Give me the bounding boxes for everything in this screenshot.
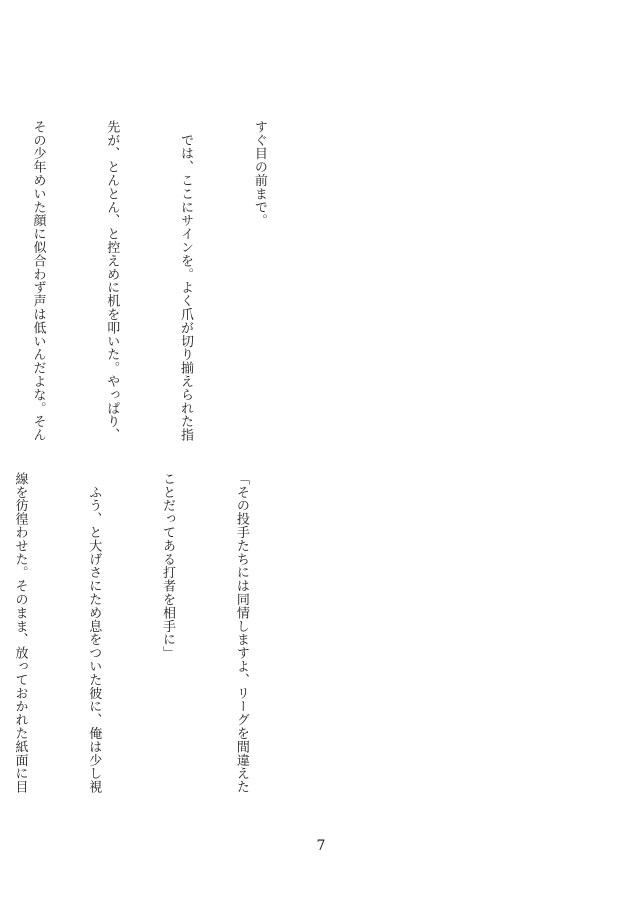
text-line: では、ここにサインを。よく爪が切り揃えられた指 (178, 120, 194, 442)
text-line: 「その投手たちには同情しますよ、リーグを間違えた (233, 472, 249, 794)
text-line: 先が、とんとん、と控えめに机を叩いた。やっぱり、 (104, 120, 120, 442)
text-line: すぐ目の前まで。 (251, 120, 267, 228)
text-line: ふう、と大げさにため息をついた彼に、俺は少し視 (86, 472, 102, 794)
text-block-upper (30, 120, 320, 460)
text-block-lower (12, 472, 302, 812)
text-line: ことだってある打者を相手に」 (160, 472, 176, 660)
page-number: 7 (316, 838, 326, 854)
text-line: 線を彷徨わせた。そのまま、放っておかれた紙面に目 (12, 472, 28, 794)
text-line: その少年めいた顔に似合わず声は低いんだよな。そん (30, 120, 46, 442)
